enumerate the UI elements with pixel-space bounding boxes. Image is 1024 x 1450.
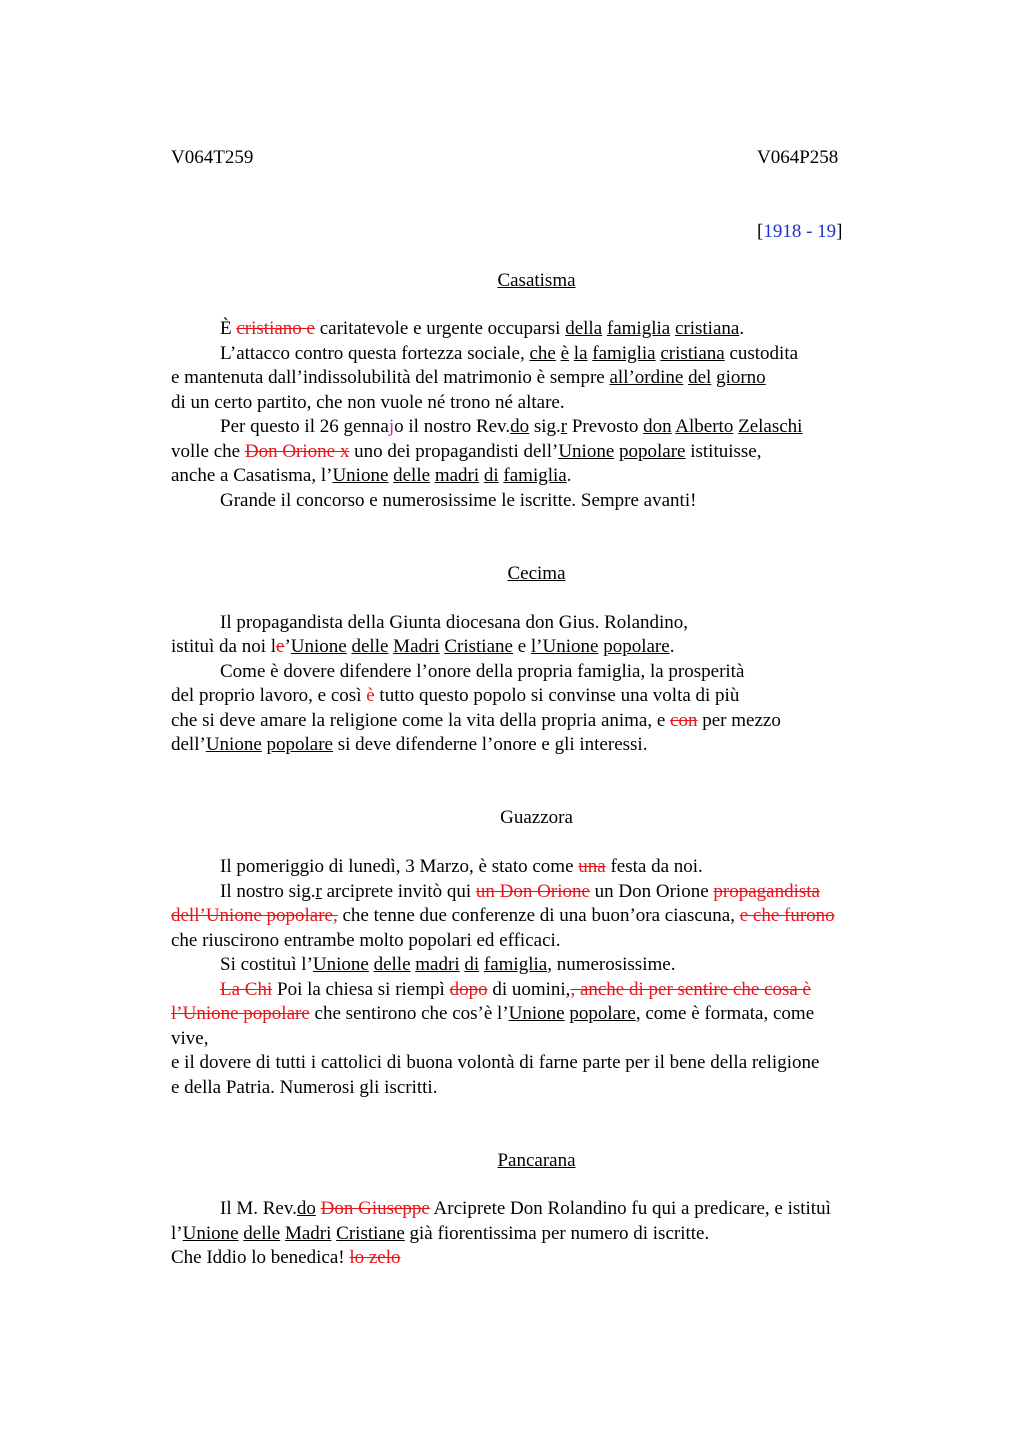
bracket-open: [: [757, 221, 764, 242]
s4-line-2: l’Unione delle Madri Cristiane già fiorentissima per numero di iscritte.: [171, 1223, 710, 1244]
s3-line-4: che riuscirono entrambe molto popolari ed efficaci.: [171, 930, 561, 951]
s3-line-1: Il pomeriggio di lunedì, 3 Marzo, è stato come una festa da noi.: [220, 856, 703, 877]
s2-line-3: Come è dovere difendere l’onore della propria famiglia, la prosperità: [220, 661, 745, 682]
s1-line-3: e mantenuta dall’indissolubilità del matrimonio è sempre all’ordine del giorno: [171, 367, 766, 388]
section-title-pancarana: Pancarana: [497, 1150, 576, 1171]
s3-line-8: vive,: [171, 1028, 209, 1049]
s2-line-5: che si deve amare la religione come la vita della propria anima, e con per mezzo: [171, 710, 781, 731]
s1-line-6: volle che Don Orione x uno dei propagandisti dell’Unione popolare istituisse,: [171, 441, 762, 462]
s4-line-3: Che Iddio lo benedica! lo zelo: [171, 1247, 401, 1268]
s1-line-1: È cristiano e caritatevole e urgente occuparsi della famiglia cristiana.: [220, 318, 745, 339]
s1-line-8: Grande il concorso e numerosissime le iscritte. Sempre avanti!: [220, 490, 697, 511]
s3-line-3: dell’Unione popolare, che tenne due conferenze di una buon’ora ciascuna, e che furono: [171, 905, 835, 926]
s1-line-4: di un certo partito, che non vuole né trono né altare.: [171, 392, 565, 413]
left-code: V064T259: [171, 147, 254, 168]
bracket-close: ]: [836, 221, 843, 242]
s3-line-5: Si costituì l’Unione delle madri di famiglia, numerosissime.: [220, 954, 676, 975]
s1-line-7: anche a Casatisma, l’Unione delle madri di famiglia.: [171, 465, 572, 486]
s2-line-1: Il propagandista della Giunta diocesana don Gius. Rolandino,: [220, 612, 689, 633]
s3-line-9: e il dovere di tutti i cattolici di buona volontà di farne parte per il bene della religione: [171, 1052, 820, 1073]
s1-line-2: L’attacco contro questa fortezza sociale, che è la famiglia cristiana custodita: [220, 343, 799, 364]
date-note: [757, 220, 842, 245]
section-title-guazzora: Guazzora: [500, 807, 573, 828]
s2-line-4: del proprio lavoro, e così è tutto questo popolo si convinse una volta di più: [171, 685, 740, 706]
s3-line-6: La Chi Poi la chiesa si riempì dopo di uomini,, anche di per sentire che cosa è: [220, 979, 811, 1000]
s3-line-2: Il nostro sig.r arciprete invitò qui un Don Orione un Don Orione propagandista: [220, 881, 820, 902]
s3-line-7: l’Unione popolare che sentirono che cos’è l’Unione popolare, come è formata, come: [171, 1003, 815, 1024]
s1-line-5: Per questo il 26 gennajo il nostro Rev.do sig.r Prevosto don Alberto Zelaschi: [220, 416, 803, 437]
section-title-cecima: Cecima: [507, 563, 566, 584]
section-title-casatisma: Casatisma: [497, 270, 576, 291]
s3-line-10: e della Patria. Numerosi gli iscritti.: [171, 1077, 438, 1098]
s4-line-1: Il M. Rev.do Don Giuseppe Arciprete Don Rolandino fu qui a predicare, e istituì: [220, 1198, 831, 1219]
s2-line-6: dell’Unione popolare si deve difenderne l’onore e gli interessi.: [171, 734, 648, 755]
right-code: V064P258: [757, 147, 839, 168]
s2-line-2: istituì da noi le’Unione delle Madri Cristiane e l’Unione popolare.: [171, 636, 675, 657]
date: 1918 - 19: [763, 221, 837, 242]
